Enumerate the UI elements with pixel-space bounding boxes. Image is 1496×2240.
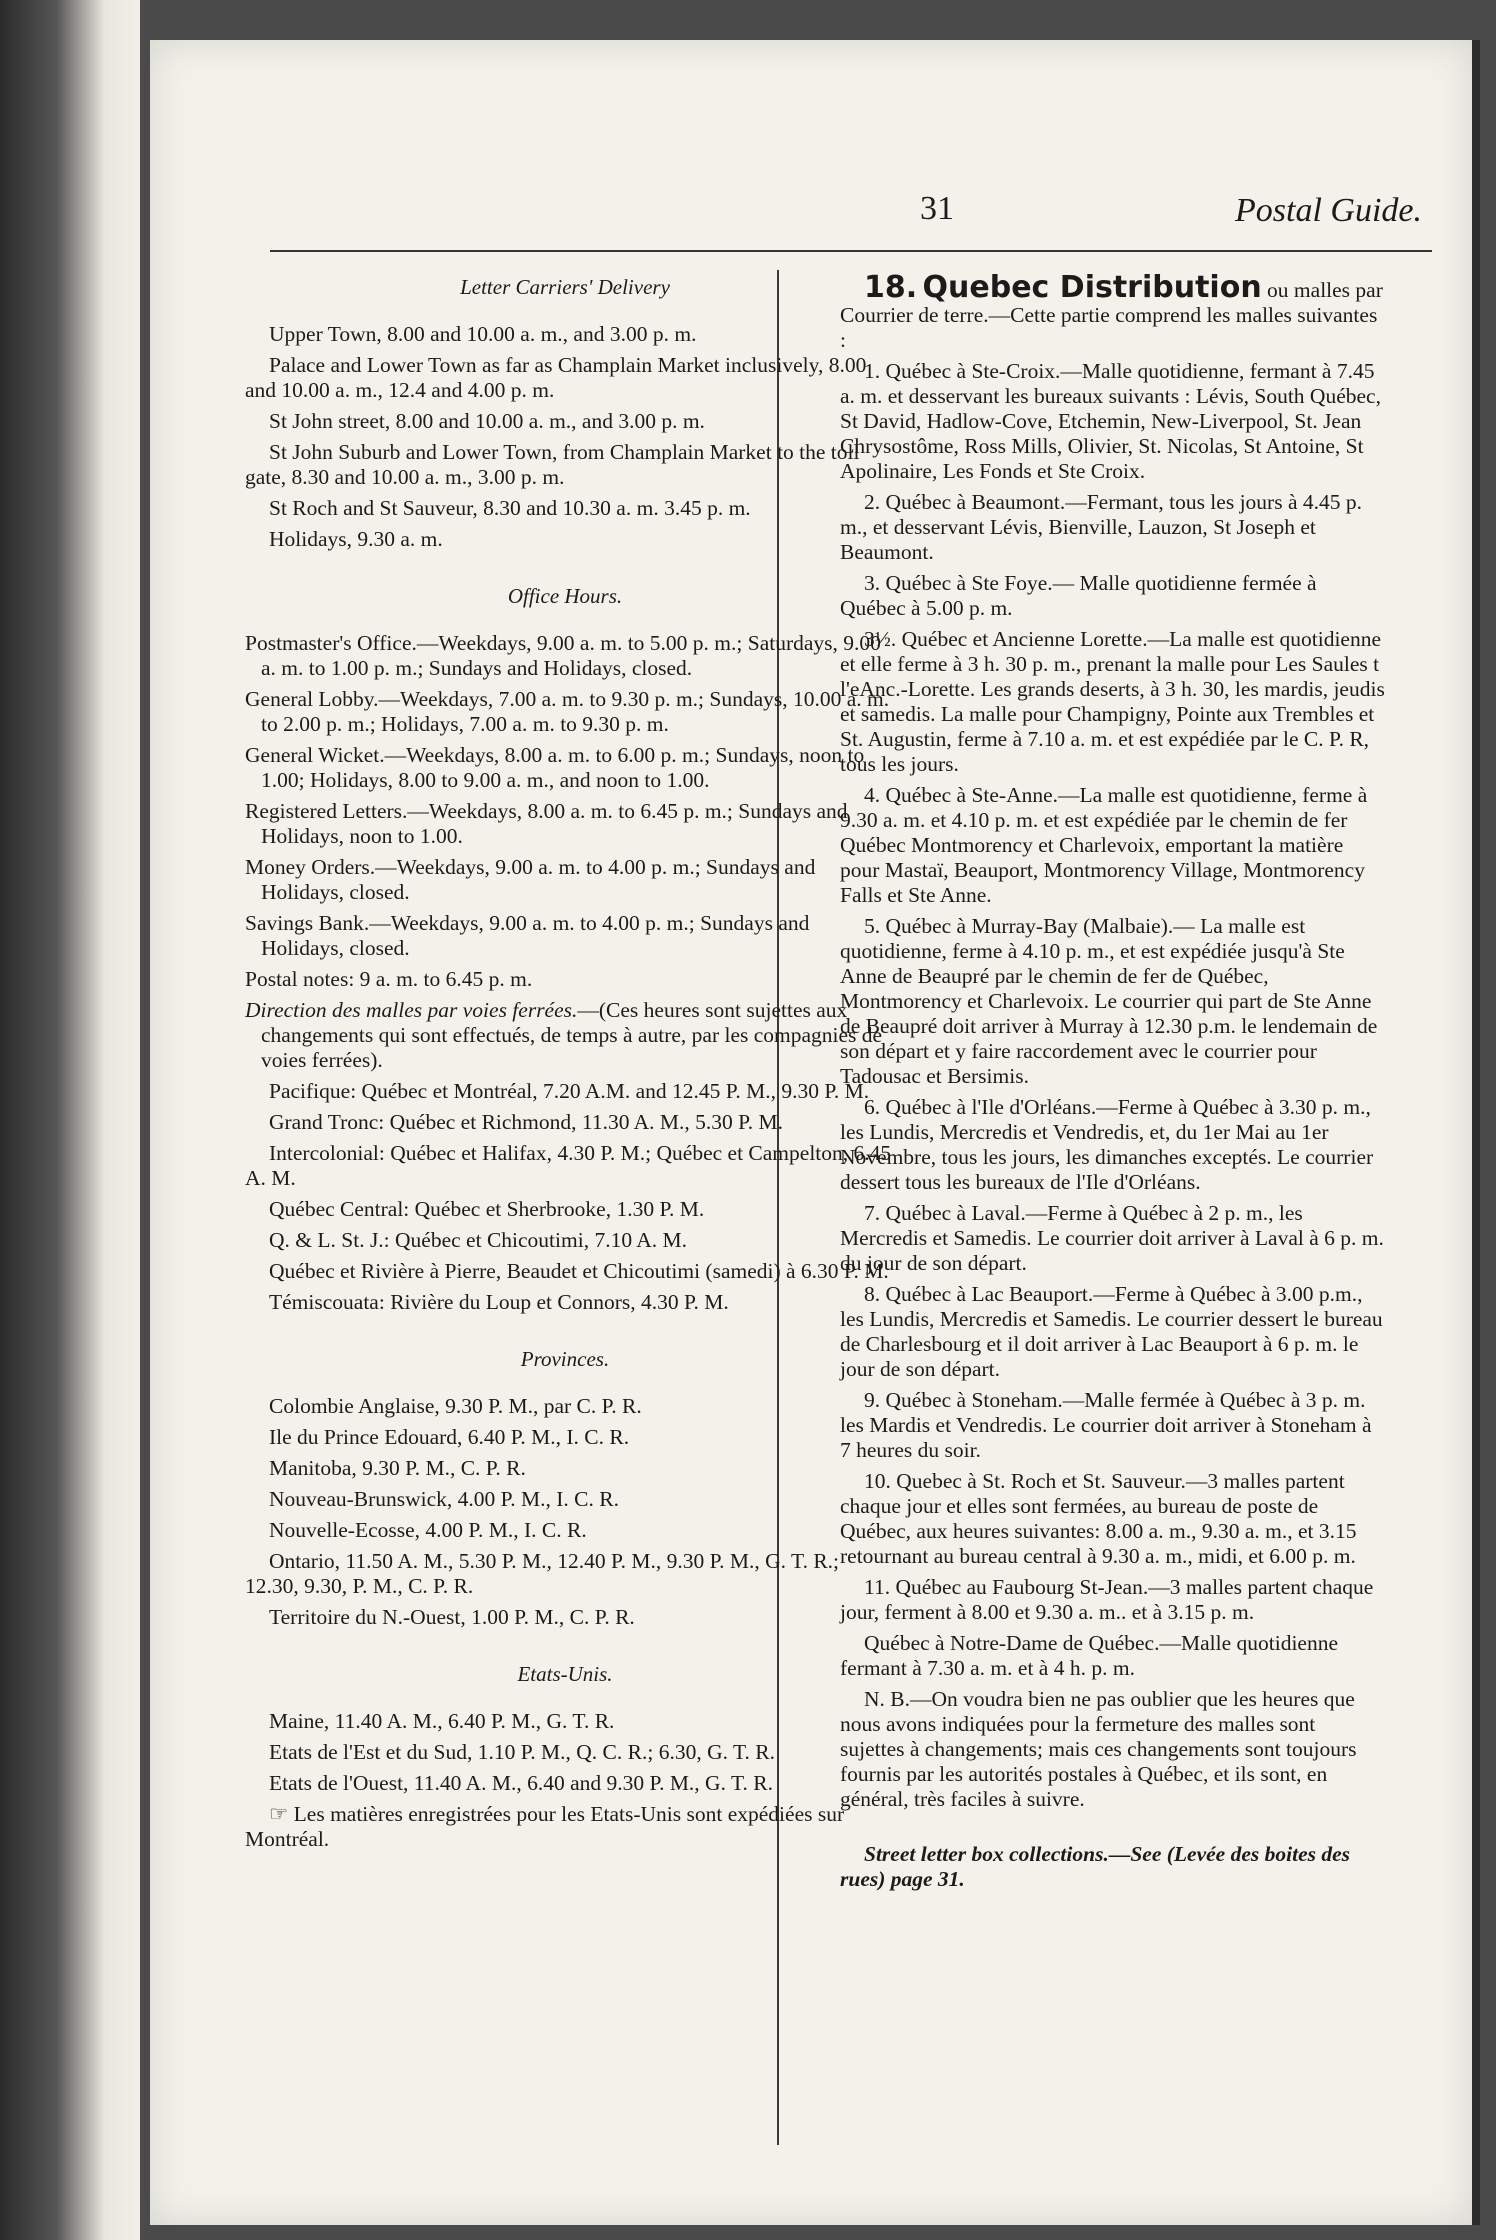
province-item: Nouveau-Brunswick, 4.00 P. M., I. C. R. xyxy=(269,1487,619,1511)
province-item: Nouvelle-Ecosse, 4.00 P. M., I. C. R. xyxy=(269,1518,587,1542)
section-title: Quebec Distribution xyxy=(922,270,1262,305)
railway-item: Témiscouata: Rivière du Loup et Connors, 4.30 P. M. xyxy=(269,1290,729,1314)
office-item: General Wicket.—Weekdays, 8.00 a. m. to 6.00 p. m.; Sundays, noon to 1.00; Holidays, 8.00 to 9.00 a. m., and noon to 1.00. xyxy=(245,743,865,792)
railway-item: Grand Tronc: Québec et Richmond, 11.30 A. M., 5.30 P. M. xyxy=(269,1110,783,1134)
section-number: 18. xyxy=(864,270,918,305)
carriers-item: St Roch and St Sauveur, 8.30 and 10.30 a. m. 3.45 p. m. xyxy=(269,496,751,520)
railway-item: Q. & L. St. J.: Québec et Chicoutimi, 7.10 A. M. xyxy=(269,1228,688,1252)
carriers-item: Upper Town, 8.00 and 10.00 a. m., and 3.00 p. m. xyxy=(269,322,697,346)
office-heading: Office Hours. xyxy=(507,584,623,608)
province-item: Manitoba, 9.30 P. M., C. P. R. xyxy=(269,1456,526,1480)
office-item: Registered Letters.—Weekdays, 8.00 a. m. to 6.45 p. m.; Sundays and Holidays, noon to 1.00. xyxy=(245,799,848,848)
provinces-heading: Provinces. xyxy=(520,1347,610,1371)
route-item: 10. Quebec à St. Roch et St. Sauveur.—3 malles partent chaque jour et elles sont fermées, au bureau de poste de Québec, aux heures suivantes: 8.00 a. m., 9.30 a. m., et 3.15 retournant au bureau central à 9.30 a. m., midi, et 6.00 p. m. xyxy=(840,1469,1357,1568)
province-item: Territoire du N.-Ouest, 1.00 P. M., C. P. R. xyxy=(269,1605,635,1629)
page-number: 31 xyxy=(920,190,954,227)
route-item: 8. Québec à Lac Beauport.—Ferme à Québec à 3.00 p.m., les Lundis, Mercredis et Samedis. Le courrier dessert le bureau de Charlesbourg et il doit arriver à Lac Beauport à 6 p. m. le jour de son départ. xyxy=(840,1282,1383,1381)
route-item: 1. Québec à Ste-Croix.—Malle quotidienne, fermant à 7.45 a. m. et desservant les bureaux suivants : Lévis, South Québec, St David, Hadlow-Cove, Etchemin, New-Liverpool, St. Jean Chrysostôme, Ross Mills, Olivier, St. Nicolas, St Antoine, St Apolinaire, Les Fonds et Ste Croix. xyxy=(840,359,1381,483)
carriers-item: St John street, 8.00 and 10.00 a. m., and 3.00 p. m. xyxy=(269,409,705,433)
route-item: 4. Québec à Ste-Anne.—La malle est quotidienne, ferme à 9.30 a. m. et 4.10 p. m. et est expédiée par le chemin de fer Québec Montmorency et Charlevoix, emportant la matière pour Mastaï, Beauport, Montmorency Village, Montmorency Falls et Ste Anne. xyxy=(840,783,1368,907)
office-item: General Lobby.—Weekdays, 7.00 a. m. to 9.30 p. m.; Sundays, 10.00 a. m. to 2.00 p. m.; Holidays, 7.00 a. m. to 9.30 p. m. xyxy=(245,687,890,736)
us-item: Maine, 11.40 A. M., 6.40 P. M., G. T. R. xyxy=(269,1709,615,1733)
page-header xyxy=(270,190,1432,252)
us-item: Etats de l'Ouest, 11.40 A. M., 6.40 and 9.30 P. M., G. T. R. xyxy=(269,1771,773,1795)
province-item: Ontario, 11.50 A. M., 5.30 P. M., 12.40 P. M., 9.30 P. M., G. T. R.; 12.30, 9.30, P. M., C. P. R. xyxy=(245,1549,840,1598)
scan-binding-edge xyxy=(0,0,140,2240)
route-item: 5. Québec à Murray-Bay (Malbaie).— La malle est quotidienne, ferme à 4.10 p. m., et est expédiée jusqu'à Ste Anne de Beaupré par le chemin de fer de Québec, Montmorency et Charlevoix. Le courrier qui part de Ste Anne de Beaupré doit arriver à Murray à 12.30 p.m. le lendemain de son départ et y faire raccordement avec le courrier pour Tadousac et Bersimis. xyxy=(840,914,1378,1088)
railway-item: Québec et Rivière à Pierre, Beaudet et Chicoutimi (samedi) à 6.30 P. M. xyxy=(269,1259,889,1283)
carriers-item: Palace and Lower Town as far as Champlain Market inclusively, 8.00 and 10.00 a. m., 12.4 and 4.00 p. m. xyxy=(245,353,867,402)
document-page xyxy=(150,40,1480,2225)
left-column xyxy=(245,275,895,1858)
route-item: Québec à Notre-Dame de Québec.—Malle quotidienne fermant à 7.30 a. m. et à 4 h. p. m. xyxy=(840,1631,1338,1680)
carriers-item: Holidays, 9.30 a. m. xyxy=(269,527,443,551)
carriers-heading: Letter Carriers' Delivery xyxy=(460,275,670,299)
route-item: 7. Québec à Laval.—Ferme à Québec à 2 p. m., les Mercredis et Samedis. Le courrier doit arriver à Laval à 6 p. m. du jour de son départ. xyxy=(840,1201,1384,1275)
railway-item: Intercolonial: Québec et Halifax, 4.30 P. M.; Québec et Campelton, 6.45 A. M. xyxy=(245,1141,892,1190)
running-title: Postal Guide. xyxy=(1235,192,1422,229)
direction-paragraph xyxy=(245,998,895,1073)
us-item: ☞ Les matières enregistrées pour les Etats-Unis sont expédiées sur Montréal. xyxy=(245,1802,845,1851)
office-item: Money Orders.—Weekdays, 9.00 a. m. to 4.00 p. m.; Sundays and Holidays, closed. xyxy=(245,855,816,904)
route-item: 9. Québec à Stoneham.—Malle fermée à Québec à 3 p. m. les Mardis et Vendredis. Le courrier doit arriver à Stoneham à 7 heures du soir. xyxy=(840,1388,1372,1462)
section-intro-paragraph xyxy=(840,270,1385,353)
section-intro: ou malles par Courrier de terre.—Cette partie comprend les malles suivantes : xyxy=(840,278,1383,352)
direction-text: —(Ces heures sont sujettes aux changements qui sont effectués, de temps à autre, par les compagnies de voies ferrées). xyxy=(261,998,883,1072)
us-item: Etats de l'Est et du Sud, 1.10 P. M., Q. C. R.; 6.30, G. T. R. xyxy=(269,1740,775,1764)
direction-title: Direction des malles par voies ferrées. xyxy=(245,998,578,1022)
route-item: 11. Québec au Faubourg St-Jean.—3 malles partent chaque jour, ferment à 8.00 et 9.30 a. m.. et à 3.15 p. m. xyxy=(840,1575,1374,1624)
office-item: Postmaster's Office.—Weekdays, 9.00 a. m. to 5.00 p. m.; Saturdays, 9.00 a. m. to 1.00 p. m.; Sundays and Holidays, closed. xyxy=(245,631,881,680)
right-column xyxy=(840,270,1385,1898)
province-item: Ile du Prince Edouard, 6.40 P. M., I. C. R. xyxy=(269,1425,630,1449)
office-item: Savings Bank.—Weekdays, 9.00 a. m. to 4.00 p. m.; Sundays and Holidays, closed. xyxy=(245,911,810,960)
footer-note: Street letter box collections.—See (Levée des boites des rues) page 31. xyxy=(840,1842,1351,1891)
carriers-item: St John Suburb and Lower Town, from Champlain Market to the toll gate, 8.30 and 10.00 a. m., 3.00 p. m. xyxy=(245,440,860,489)
route-item: 2. Québec à Beaumont.—Fermant, tous les jours à 4.45 p. m., et desservant Lévis, Bienville, Lauzon, St Joseph et Beaumont. xyxy=(840,490,1362,564)
route-item: N. B.—On voudra bien ne pas oublier que les heures que nous avons indiquées pour la fermeture des malles sont sujettes à changements; mais ces changements sont toujours fournis par les autorités postales à Québec, et ils sont, en général, très faciles à suivre. xyxy=(840,1687,1357,1811)
office-item: Postal notes: 9 a. m. to 6.45 p. m. xyxy=(245,967,533,991)
route-item: 6. Québec à l'Ile d'Orléans.—Ferme à Québec à 3.30 p. m., les Lundis, Mercredis et Vendredis, et, du 1er Mai au 1er Novembre, tous les jours, les dimanches exceptés. Le courrier dessert tous les bureaux de l'Ile d'Orléans. xyxy=(840,1095,1374,1194)
province-item: Colombie Anglaise, 9.30 P. M., par C. P. R. xyxy=(269,1394,642,1418)
us-heading: Etats-Unis. xyxy=(517,1662,613,1686)
route-item: 3½. Québec et Ancienne Lorette.—La malle est quotidienne et elle ferme à 3 h. 30 p. m., prenant la malle pour Les Saules t l'eAnc.-Lorette. Les grands deserts, à 3 h. 30, les mardis, jeudis et samedis. La malle pour Champigny, Pointe aux Trembles et St. Augustin, ferme à 7.10 a. m. et est expédiée par le C. P. R, tous les jours. xyxy=(840,627,1385,776)
railway-item: Québec Central: Québec et Sherbrooke, 1.30 P. M. xyxy=(269,1197,705,1221)
route-item: 3. Québec à Ste Foye.— Malle quotidienne fermée à Québec à 5.00 p. m. xyxy=(840,571,1317,620)
railway-item: Pacifique: Québec et Montréal, 7.20 A.M. and 12.45 P. M., 9.30 P. M. xyxy=(269,1079,870,1103)
